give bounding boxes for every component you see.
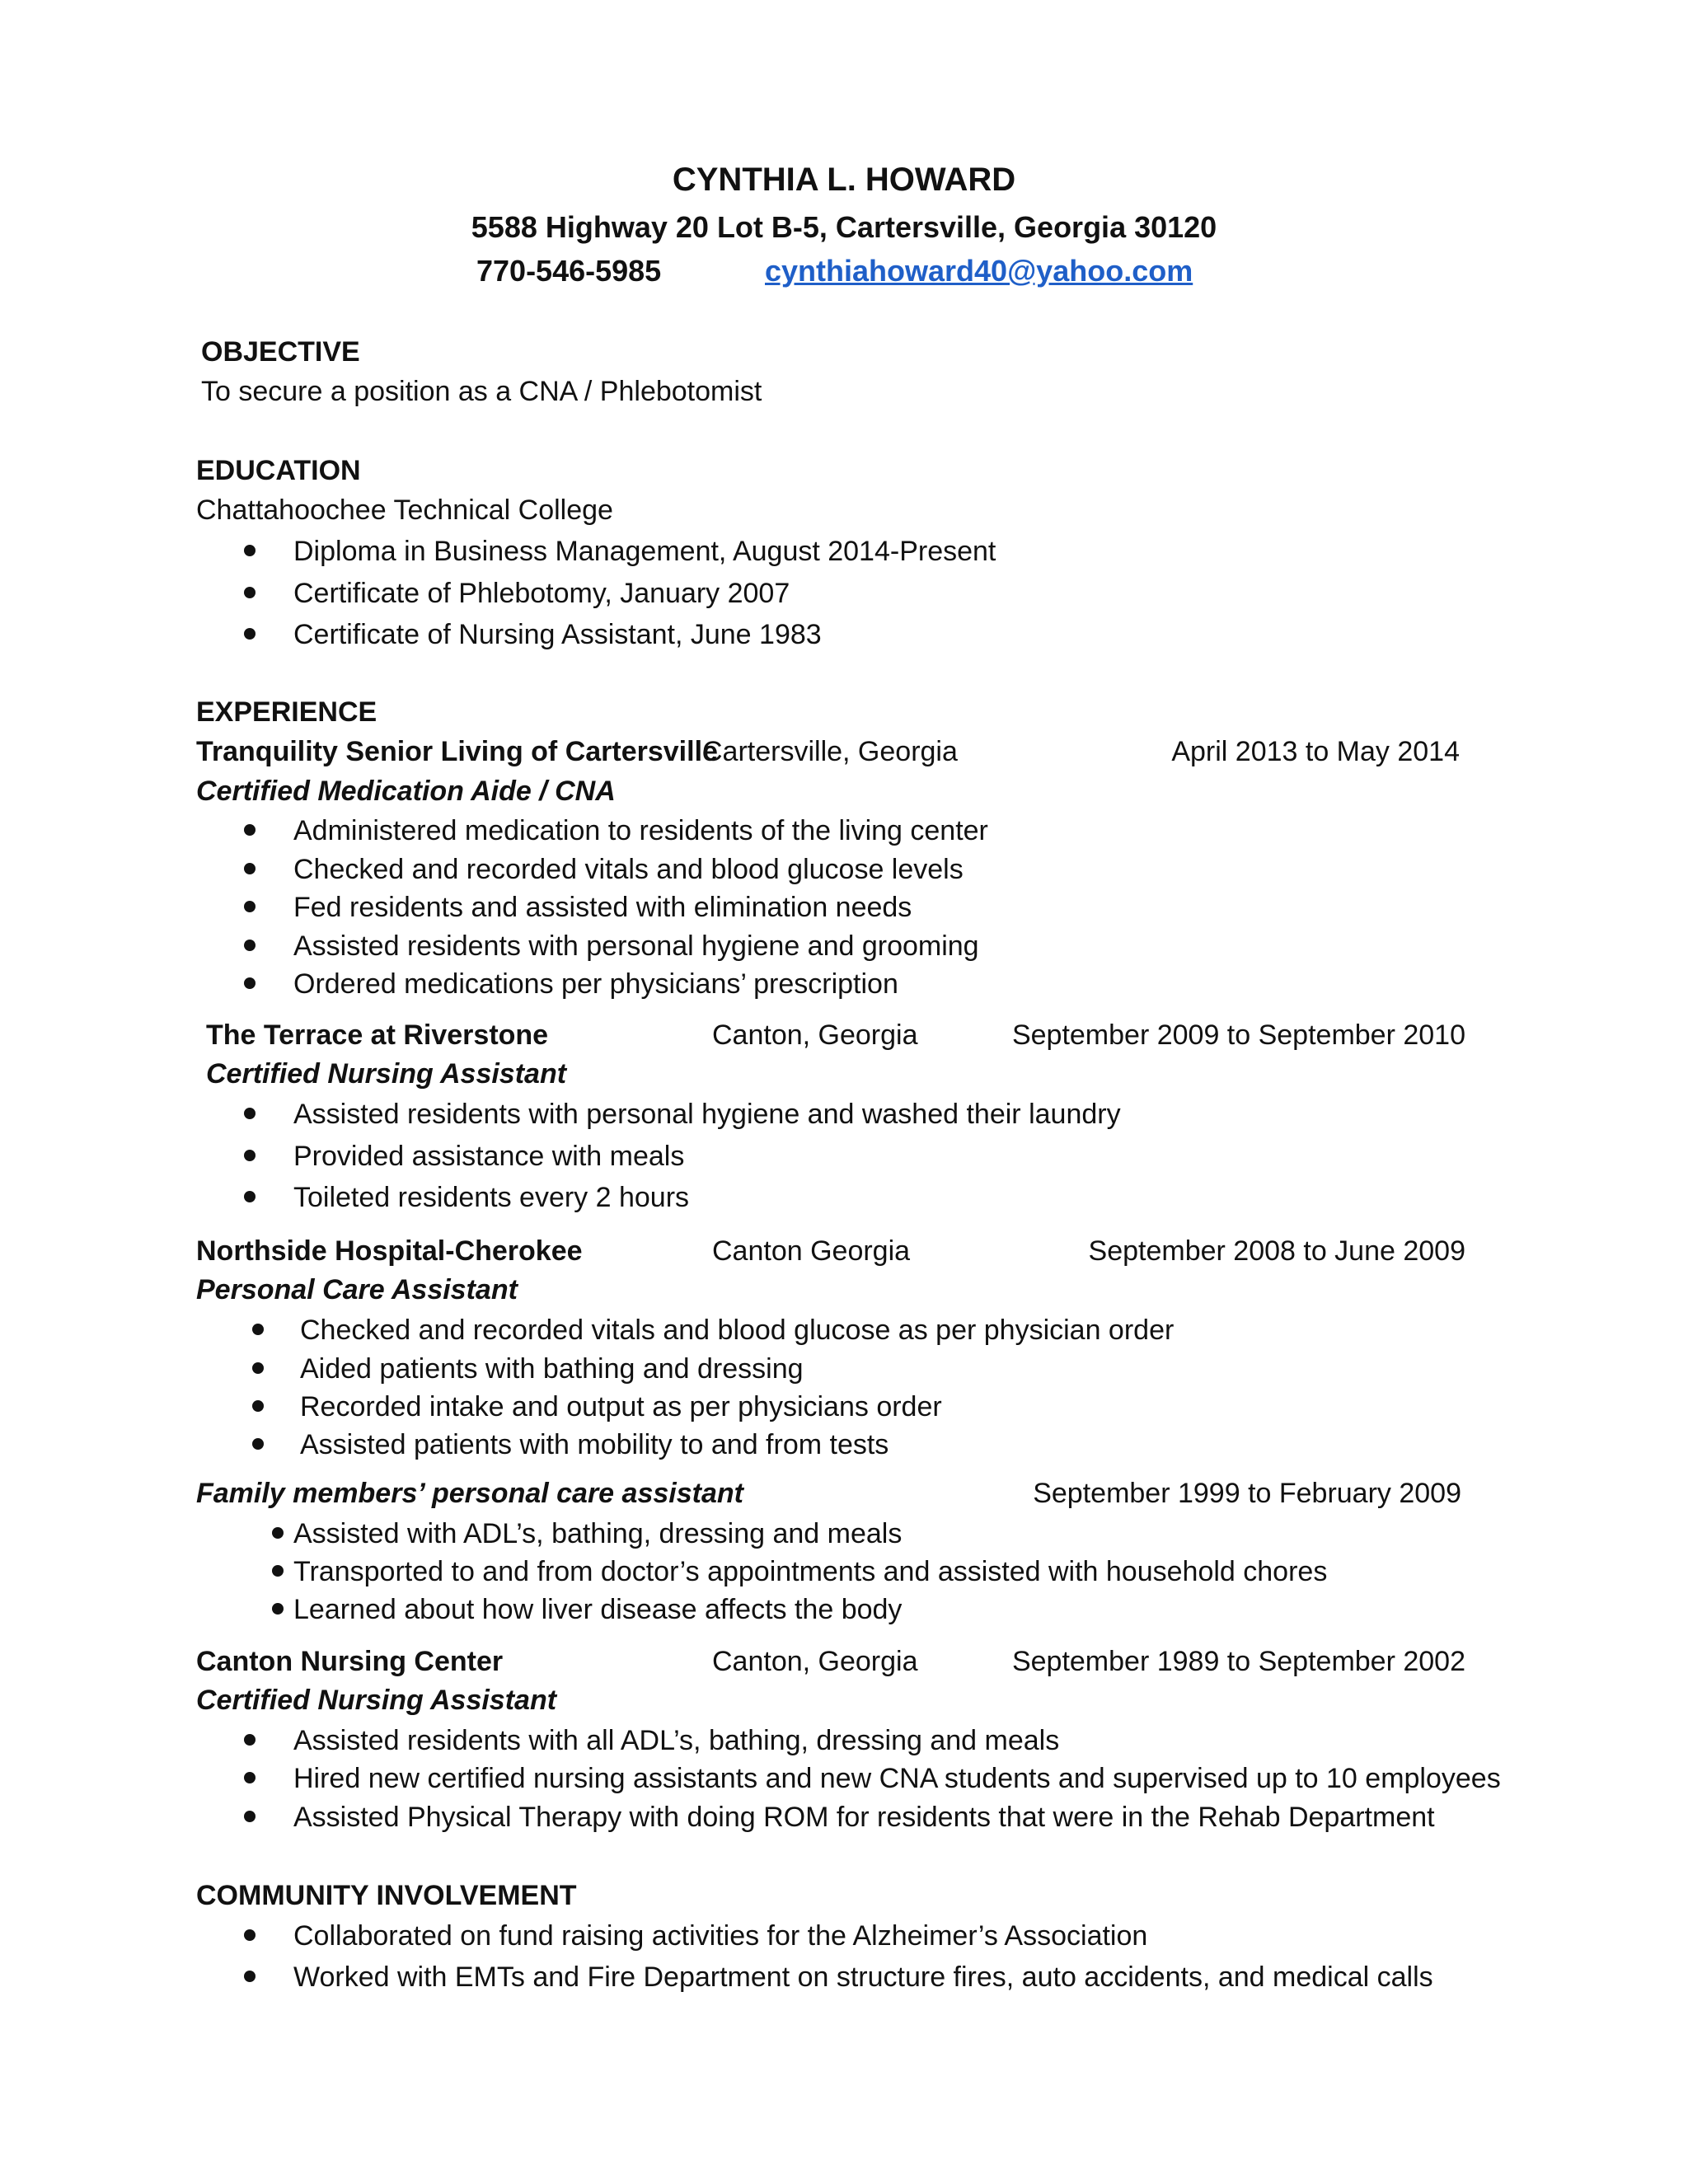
education-item: Certificate of Nursing Assistant, June 1983: [293, 619, 822, 650]
education-heading: EDUCATION: [196, 455, 361, 486]
bullet-icon: [244, 863, 256, 874]
job-title: Certified Medication Aide / CNA: [196, 776, 616, 807]
job-dates: September 1999 to February 2009: [1033, 1478, 1461, 1509]
job-location: Cartersville, Georgia: [702, 736, 958, 767]
email-link[interactable]: cynthiahoward40@yahoo.com: [765, 254, 1193, 288]
experience-heading: EXPERIENCE: [196, 696, 377, 728]
objective-text: To secure a position as a CNA / Phlebotomist: [201, 376, 762, 407]
job-employer: Canton Nursing Center: [196, 1646, 504, 1677]
bullet-icon: [244, 977, 256, 989]
job-duty: Recorded intake and output as per physicians order: [300, 1391, 942, 1422]
job-duty: Ordered medications per physicians’ prescription: [293, 968, 898, 1000]
job-location: Canton Georgia: [712, 1235, 911, 1267]
bullet-icon: [272, 1565, 284, 1577]
job-dates: September 2009 to September 2010: [1011, 1019, 1465, 1051]
job-duty: Checked and recorded vitals and blood glucose as per physician order: [300, 1315, 1175, 1346]
job-duty: Assisted residents with all ADL’s, bathing, dressing and meals: [293, 1725, 1060, 1756]
job-dates: September 2008 to June 2009: [1088, 1235, 1465, 1267]
job-employer: Tranquility Senior Living of Cartersville: [196, 736, 718, 767]
bullet-icon: [244, 1772, 256, 1783]
job-duty: Assisted patients with mobility to and from tests: [300, 1429, 889, 1460]
job-location: Canton, Georgia: [712, 1646, 918, 1677]
bullet-icon: [252, 1438, 264, 1450]
bullet-icon: [252, 1362, 264, 1374]
community-item: Collaborated on fund raising activities for the Alzheimer’s Association: [293, 1920, 1148, 1952]
job-duty: Assisted residents with personal hygiene and washed their laundry: [293, 1099, 1121, 1130]
bullet-icon: [272, 1603, 284, 1615]
job-dates: April 2013 to May 2014: [1171, 736, 1460, 767]
job-duty: Assisted Physical Therapy with doing ROM for residents that were in the Rehab Department: [293, 1802, 1435, 1833]
job-duty: Aided patients with bathing and dressing: [300, 1353, 804, 1385]
bullet-icon: [244, 1811, 256, 1822]
community-item: Worked with EMTs and Fire Department on structure fires, auto accidents, and medical calls: [293, 1961, 1433, 1993]
bullet-icon: [244, 1734, 256, 1746]
bullet-icon: [244, 901, 256, 912]
bullet-icon: [244, 587, 256, 598]
job-dates: September 1989 to September 2002: [1011, 1646, 1465, 1677]
job-title: Certified Nursing Assistant: [196, 1685, 557, 1716]
resume-name: CYNTHIA L. HOWARD: [672, 162, 1016, 198]
school-name: Chattahoochee Technical College: [196, 494, 613, 526]
job-duty: Provided assistance with meals: [293, 1141, 685, 1172]
bullet-icon: [244, 824, 256, 836]
job-title: Family members’ personal care assistant: [196, 1478, 743, 1509]
bullet-icon: [244, 545, 256, 556]
education-item: Diploma in Business Management, August 2014-Present: [293, 536, 996, 567]
job-duty: Hired new certified nursing assistants and new CNA students and supervised up to 10 employees: [293, 1763, 1501, 1794]
job-employer: Northside Hospital-Cherokee: [196, 1235, 583, 1267]
job-duty: Checked and recorded vitals and blood glucose levels: [293, 854, 964, 885]
bullet-icon: [244, 1929, 256, 1941]
job-title: Certified Nursing Assistant: [206, 1058, 567, 1090]
bullet-icon: [244, 628, 256, 640]
address: 5588 Highway 20 Lot B-5, Cartersville, Georgia 30120: [471, 210, 1217, 244]
community-heading: COMMUNITY INVOLVEMENT: [196, 1880, 577, 1911]
bullet-icon: [252, 1400, 264, 1412]
bullet-icon: [244, 1150, 256, 1161]
phone-number: 770-546-5985: [476, 254, 662, 288]
job-duty: Administered medication to residents of the living center: [293, 815, 988, 846]
bullet-icon: [244, 940, 256, 951]
bullet-icon: [244, 1191, 256, 1202]
education-item: Certificate of Phlebotomy, January 2007: [293, 578, 790, 609]
job-title: Personal Care Assistant: [196, 1274, 518, 1305]
job-location: Canton, Georgia: [712, 1019, 918, 1051]
job-duty: Transported to and from doctor’s appointments and assisted with household chores: [293, 1556, 1328, 1587]
bullet-icon: [244, 1971, 256, 1982]
job-employer: The Terrace at Riverstone: [206, 1019, 549, 1051]
job-duty: Assisted with ADL’s, bathing, dressing and meals: [293, 1518, 903, 1549]
bullet-icon: [252, 1324, 264, 1335]
objective-heading: OBJECTIVE: [201, 336, 360, 368]
job-duty: Toileted residents every 2 hours: [293, 1182, 690, 1213]
job-duty: Assisted residents with personal hygiene and grooming: [293, 930, 979, 962]
job-duty: Learned about how liver disease affects the body: [293, 1594, 903, 1625]
job-duty: Fed residents and assisted with elimination needs: [293, 892, 912, 923]
bullet-icon: [244, 1108, 256, 1119]
bullet-icon: [272, 1527, 284, 1539]
